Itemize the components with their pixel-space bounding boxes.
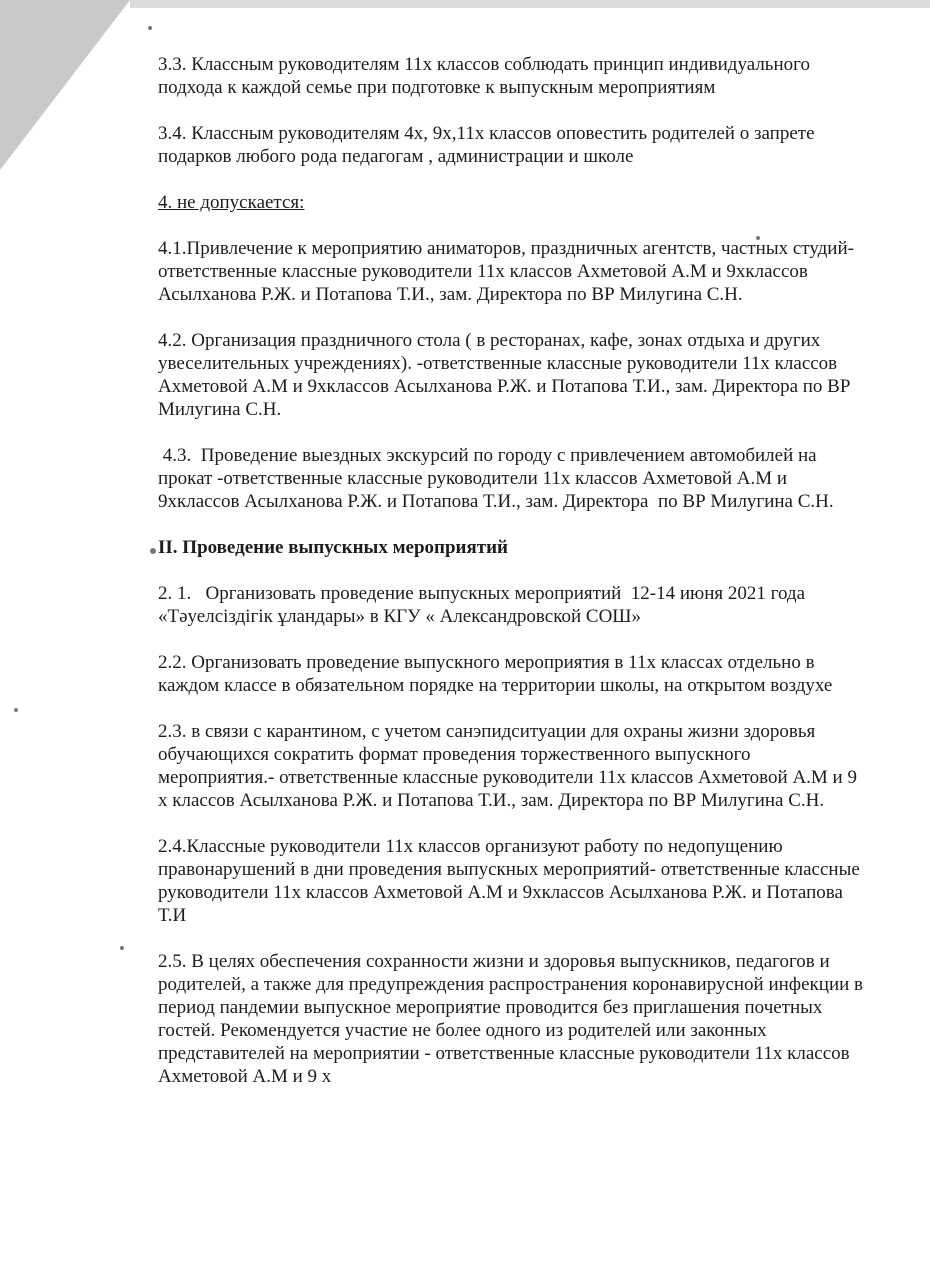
scan-speck [148, 26, 152, 30]
scan-top-edge [130, 0, 930, 8]
paragraph-2-4: 2.4.Классные руководители 11х классов организуют работу по недопущению правонарушений в дни проведения выпускных мероприятий- ответственные классные руководители 11х классов Ахметовой А.М и 9хклассов Асылханова Р.Ж. и Потапова Т.И [158, 836, 860, 926]
section-ii-heading: II. Проведение выпускных мероприятий [158, 537, 509, 558]
paragraph-2-5: 2.5. В целях обеспечения сохранности жизни и здоровья выпускников, педагогов и родителей, а также для предупреждения распространения коронавирусной инфекции в период пандемии выпускное мероприятие проводится без приглашения почетных гостей. Рекомендуется участие не более одного из родителей или законных представителей на мероприятии - ответственные классные руководители 11х классов Ахметовой А.М и 9 х [158, 951, 864, 1087]
paragraph-2-3: 2.3. в связи с карантином, с учетом санэпидситуации для охраны жизни здоровья обучающихся сократить формат проведения торжественного выпускного мероприятия.- ответственные классные руководители 11х классов Ахметовой А.М и 9 х классов Асылханова Р.Ж. и Потапова Т.И., зам. Директора по ВР Милугина С.Н. [158, 721, 857, 811]
document-body [158, 53, 870, 1111]
paragraph-4-1: 4.1.Привлечение к мероприятию аниматоров, праздничных агентств, частных студий- ответственные классные руководители 11х классов Ахметовой А.М и 9хклассов Асылханова Р.Ж. и Потапова Т.И., зам. Директора по ВР Милугина С.Н. [158, 238, 854, 305]
paragraph-2-2: 2.2. Организовать проведение выпускного мероприятия в 11х классах отдельно в каждом классе в обязательном порядке на территории школы, на открытом воздухе [158, 652, 833, 696]
section-4-heading: 4. не допускается: [158, 192, 305, 213]
paragraph-3-3: 3.3. Классным руководителям 11х классов соблюдать принцип индивидуального подхода к каждой семье при подготовке к выпускным мероприятиям [158, 54, 810, 98]
paragraph-4-2: 4.2. Организация праздничного стола ( в ресторанах, кафе, зонах отдыха и других увеселительных учреждениях). -ответственные классные руководители 11х классов Ахметовой А.М и 9хклассов Асылханова Р.Ж. и Потапова Т.И., зам. Директора по ВР Милугина С.Н. [158, 330, 851, 420]
paragraph-4-3: 4.3. Проведение выездных экскурсий по городу с привлечением автомобилей на прокат -ответственные классные руководители 11х классов Ахметовой А.М и 9хклассов Асылханова Р.Ж. и Потапова Т.И., зам. Директора по ВР Милугина С.Н. [158, 445, 834, 512]
folded-corner-shadow [0, 0, 130, 170]
scan-speck [120, 946, 124, 950]
scan-speck [14, 708, 18, 712]
paragraph-2-1: 2. 1. Организовать проведение выпускных мероприятий 12-14 июня 2021 года «Тәуелсіздігік ұландары» в КГУ « Александровской СОШ» [158, 583, 810, 627]
paragraph-3-4: 3.4. Классным руководителям 4х, 9х,11х классов оповестить родителей о запрете подарков любого рода педагогам , администрации и школе [158, 123, 815, 167]
scan-speck [150, 548, 156, 554]
